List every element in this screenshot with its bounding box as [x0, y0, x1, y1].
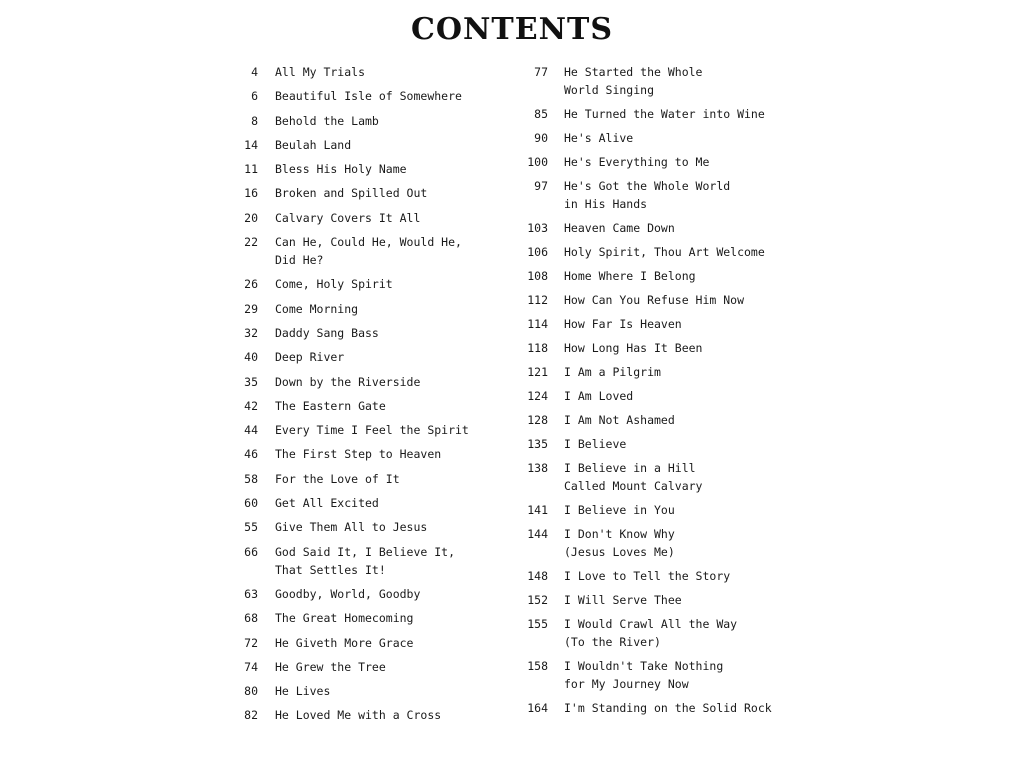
toc-song-title: Beulah Land: [275, 137, 352, 152]
toc-song-title: I Am Loved: [564, 389, 634, 403]
toc-page-number: 128: [527, 413, 548, 427]
toc-page-number: 63: [244, 586, 258, 601]
toc-entry: [228, 682, 528, 700]
toc-page-number: 66: [244, 544, 258, 559]
toc-entry: [510, 615, 820, 651]
toc-page-number: 42: [244, 398, 258, 413]
toc-song-title: I Will Serve Thee: [564, 593, 682, 607]
toc-song-title: He Giveth More Grace: [275, 635, 414, 650]
toc-entry: [228, 112, 528, 130]
toc-song-title: Every Time I Feel the Spirit: [275, 423, 469, 438]
toc-entry: [510, 411, 820, 429]
toc-page-number: 40: [244, 350, 258, 365]
toc-page-number: 138: [527, 461, 548, 475]
toc-entry: [228, 300, 528, 318]
toc-song-title: I Believe in You: [564, 503, 675, 517]
toc-song-title: Holy Spirit, Thou Art Welcome: [564, 245, 765, 259]
toc-entry: [228, 324, 528, 342]
toc-song-title: How Long Has It Been: [564, 341, 703, 355]
toc-entry: [228, 275, 528, 293]
toc-page-number: 155: [527, 617, 548, 631]
toc-entry: [228, 63, 528, 81]
page-title: CONTENTS: [410, 12, 614, 47]
toc-page-number: 29: [244, 301, 258, 316]
toc-song-title: For the Love of It: [275, 471, 400, 486]
toc-song-title: How Can You Refuse Him Now: [564, 293, 745, 307]
toc-entry: [510, 129, 820, 147]
toc-song-title: He Lives: [275, 684, 331, 699]
toc-entry: [228, 609, 528, 627]
toc-song-title: I Would Crawl All the Way (To the River): [564, 617, 738, 649]
toc-song-title: Calvary Covers It All: [275, 210, 421, 225]
toc-entry: [228, 87, 528, 105]
toc-song-title: He Turned the Water into Wine: [564, 107, 765, 121]
toc-page-number: 158: [527, 659, 548, 673]
toc-entry: [228, 209, 528, 227]
toc-entry: [228, 634, 528, 652]
toc-song-title: Get All Excited: [275, 496, 379, 511]
toc-song-title: I Believe in a Hill Called Mount Calvary: [564, 461, 703, 493]
toc-entry: [228, 494, 528, 512]
toc-entry: [228, 397, 528, 415]
toc-entry: [510, 501, 820, 519]
toc-page-number: 55: [244, 520, 258, 535]
toc-entry: [228, 658, 528, 676]
toc-page-number: 118: [527, 341, 548, 355]
toc-song-title: I Am Not Ashamed: [564, 413, 675, 427]
toc-entry: [510, 363, 820, 381]
toc-entry: [228, 421, 528, 439]
toc-page-number: 4: [251, 65, 258, 79]
toc-entry: [510, 339, 820, 357]
toc-song-title: The First Step to Heaven: [275, 447, 442, 462]
toc-song-title: Home Where I Belong: [564, 269, 696, 283]
toc-page-number: 77: [534, 65, 548, 79]
toc-page-number: 16: [244, 186, 258, 201]
toc-entry: [228, 160, 528, 178]
toc-page-number: 11: [244, 162, 258, 177]
toc-entry: [510, 105, 820, 123]
toc-song-title: I Wouldn't Take Nothing for My Journey Now: [564, 659, 724, 691]
toc-page-number: 100: [527, 155, 548, 169]
toc-page-number: 46: [244, 447, 258, 462]
toc-page-number: 121: [527, 365, 548, 379]
toc-entry: [228, 585, 528, 603]
toc-song-title: I'm Standing on the Solid Rock: [564, 701, 772, 715]
toc-entry: [510, 699, 820, 717]
toc-page-number: 144: [527, 527, 548, 541]
toc-entry: [510, 387, 820, 405]
toc-entry: [228, 373, 528, 391]
toc-page-number: 44: [244, 423, 258, 438]
toc-song-title: He Grew the Tree: [275, 659, 386, 674]
toc-entry: [510, 177, 820, 213]
toc-song-title: I Am a Pilgrim: [564, 365, 661, 379]
toc-entry: [510, 291, 820, 309]
toc-entry: [510, 657, 820, 693]
toc-song-title: Bless His Holy Name: [275, 162, 407, 177]
toc-song-title: Goodby, World, Goodby: [275, 586, 421, 601]
toc-song-title: Beautiful Isle of Somewhere: [275, 89, 462, 104]
toc-entry: [510, 153, 820, 171]
toc-song-title: God Said It, I Believe It, That Settles It!: [275, 544, 456, 577]
contents-left-column: [228, 63, 528, 731]
toc-song-title: All My Trials: [275, 65, 366, 79]
toc-page-number: 26: [244, 277, 258, 292]
toc-song-title: Daddy Sang Bass: [275, 325, 379, 340]
toc-entry: [510, 567, 820, 585]
toc-page-number: 97: [534, 179, 548, 193]
toc-entry: [228, 543, 528, 579]
toc-page-number: 164: [527, 701, 548, 715]
toc-page-number: 80: [244, 684, 258, 699]
toc-song-title: Behold the Lamb: [275, 113, 379, 128]
toc-song-title: Deep River: [275, 350, 345, 365]
toc-page-number: 32: [244, 325, 258, 340]
toc-song-title: I Love to Tell the Story: [564, 569, 731, 583]
toc-entry: [510, 243, 820, 261]
toc-entry: [510, 591, 820, 609]
toc-page-number: 74: [244, 659, 258, 674]
toc-page-number: 114: [527, 317, 548, 331]
contents-right-column: [510, 63, 820, 723]
toc-song-title: Heaven Came Down: [564, 221, 675, 235]
toc-page-number: 6: [251, 89, 258, 104]
toc-entry: [510, 435, 820, 453]
toc-entry: [510, 63, 820, 99]
toc-song-title: Down by the Riverside: [275, 374, 421, 389]
toc-page-number: 135: [527, 437, 548, 451]
toc-song-title: How Far Is Heaven: [564, 317, 682, 331]
toc-page-number: 108: [527, 269, 548, 283]
toc-song-title: He Started the Whole World Singing: [564, 65, 703, 97]
toc-song-title: Come, Holy Spirit: [275, 277, 393, 292]
toc-song-title: The Great Homecoming: [275, 611, 414, 626]
toc-page-number: 103: [527, 221, 548, 235]
toc-entry: [228, 706, 528, 724]
toc-entry: [228, 348, 528, 366]
toc-page-number: 85: [534, 107, 548, 121]
toc-page-number: 141: [527, 503, 548, 517]
toc-entry: [510, 459, 820, 495]
toc-page-number: 112: [527, 293, 548, 307]
toc-song-title: I Believe: [564, 437, 627, 451]
toc-entry: [510, 315, 820, 333]
toc-page-number: 72: [244, 635, 258, 650]
toc-song-title: He's Everything to Me: [564, 155, 710, 169]
toc-entry: [228, 184, 528, 202]
toc-page-number: 58: [244, 471, 258, 486]
toc-song-title: The Eastern Gate: [275, 398, 386, 413]
toc-page-number: 124: [527, 389, 548, 403]
toc-page-number: 106: [527, 245, 548, 259]
toc-page-number: 14: [244, 137, 258, 152]
toc-page-number: 68: [244, 611, 258, 626]
toc-song-title: Broken and Spilled Out: [275, 186, 428, 201]
toc-entry: [228, 470, 528, 488]
toc-song-title: Come Morning: [275, 301, 359, 316]
toc-song-title: I Don't Know Why (Jesus Loves Me): [564, 527, 675, 559]
toc-page-number: 60: [244, 496, 258, 511]
toc-page-number: 148: [527, 569, 548, 583]
toc-song-title: He's Got the Whole World in His Hands: [564, 179, 731, 211]
toc-song-title: Can He, Could He, Would He, Did He?: [275, 235, 462, 268]
toc-page-number: 90: [534, 131, 548, 145]
toc-song-title: He's Alive: [564, 131, 634, 145]
toc-entry: [228, 233, 528, 269]
toc-page-number: 22: [244, 235, 258, 250]
toc-page-number: 152: [527, 593, 548, 607]
toc-song-title: Give Them All to Jesus: [275, 520, 428, 535]
toc-page-number: 82: [244, 708, 258, 723]
toc-page-number: 8: [251, 113, 258, 128]
toc-song-title: He Loved Me with a Cross: [275, 708, 442, 723]
toc-entry: [228, 136, 528, 154]
toc-entry: [510, 525, 820, 561]
toc-entry: [228, 518, 528, 536]
toc-entry: [510, 219, 820, 237]
toc-entry: [228, 445, 528, 463]
toc-page-number: 20: [244, 210, 258, 225]
toc-page-number: 35: [244, 374, 258, 389]
toc-entry: [510, 267, 820, 285]
